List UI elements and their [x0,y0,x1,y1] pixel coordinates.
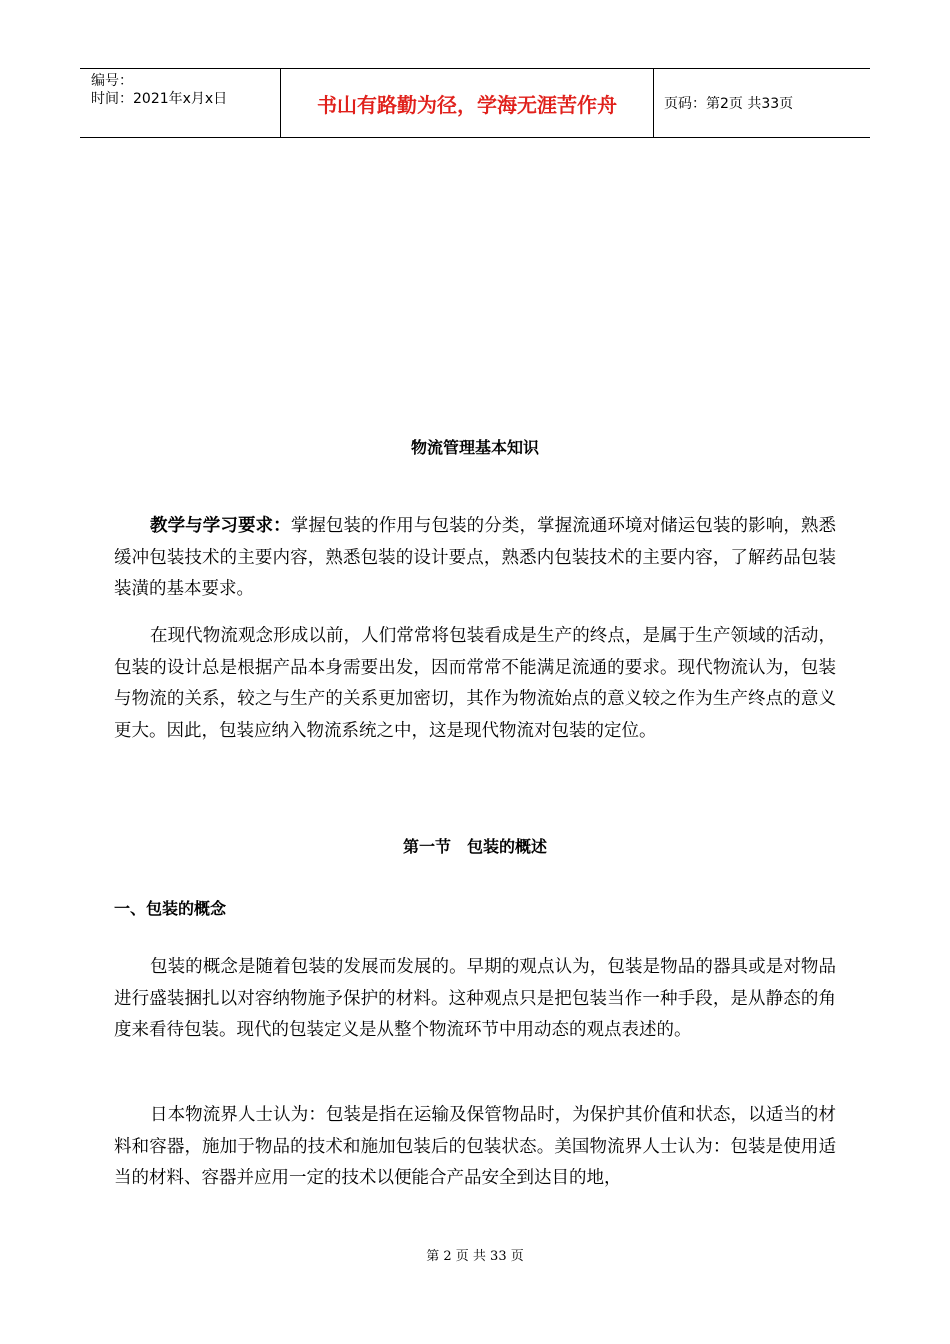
document-title: 物流管理基本知识 [410,438,539,457]
intro-paragraph: 在现代物流观念形成以前，人们常常将包装看成是生产的终点，是属于生产领域的活动，包装的设计总是根据产品本身需要出发，因而常常不能满足流通的要求。现代物流认为，包装与物流的关系，较之与生产的关系更加密切，其作为物流始点的意义较之作为生产终点的意义更大。因此，包装应纳入物流系统之中，这是现代物流对包装的定位。 [114,626,836,741]
concept-paragraph: 包装的概念是随着包装的发展而发展的。早期的观点认为，包装是物品的器具或是对物品进行盛装捆扎以对容纳物施予保护的材料。这种观点只是把包装当作一种手段，是从静态的角度来看待包装。现代的包装定义是从整个物流环节中用动态的观点表述的。 [114,957,836,1041]
header-meta [80,69,281,137]
page-footer: 第 2 页 共 33 页 [426,1249,524,1264]
header-number-label: 编号： [91,73,133,89]
header-motto: 书山有路勤为径，学海无涯苦作舟 [281,69,654,137]
requirements-label: 教学与学习要求： [150,516,291,536]
section-title: 第一节 包装的概述 [402,837,547,856]
definitions-paragraph: 日本物流界人士认为：包装是指在运输及保管物品时，为保护其价值和状态，以适当的材料和容器，施加于物品的技术和施加包装后的包装状态。美国物流界人士认为：包装是使用适当的材料、容器并应用一定的技术以便能合产品安全到达目的地， [114,1105,836,1189]
header-page-info: 页码：第2页 共33页 [664,96,794,112]
subsection-title: 一、包装的概念 [114,899,227,918]
requirements-text: 掌握包装的作用与包装的分类，掌握流通环境对储运包装的影响，熟悉缓冲包装技术的主要内容，熟悉包装的设计要点，熟悉内包装技术的主要内容，了解药品包装装潢的基本要求。 [114,516,837,600]
page-header [80,68,870,138]
requirements-paragraph [114,511,836,606]
header-time-label: 时间：2021年x月x日 [91,91,228,107]
